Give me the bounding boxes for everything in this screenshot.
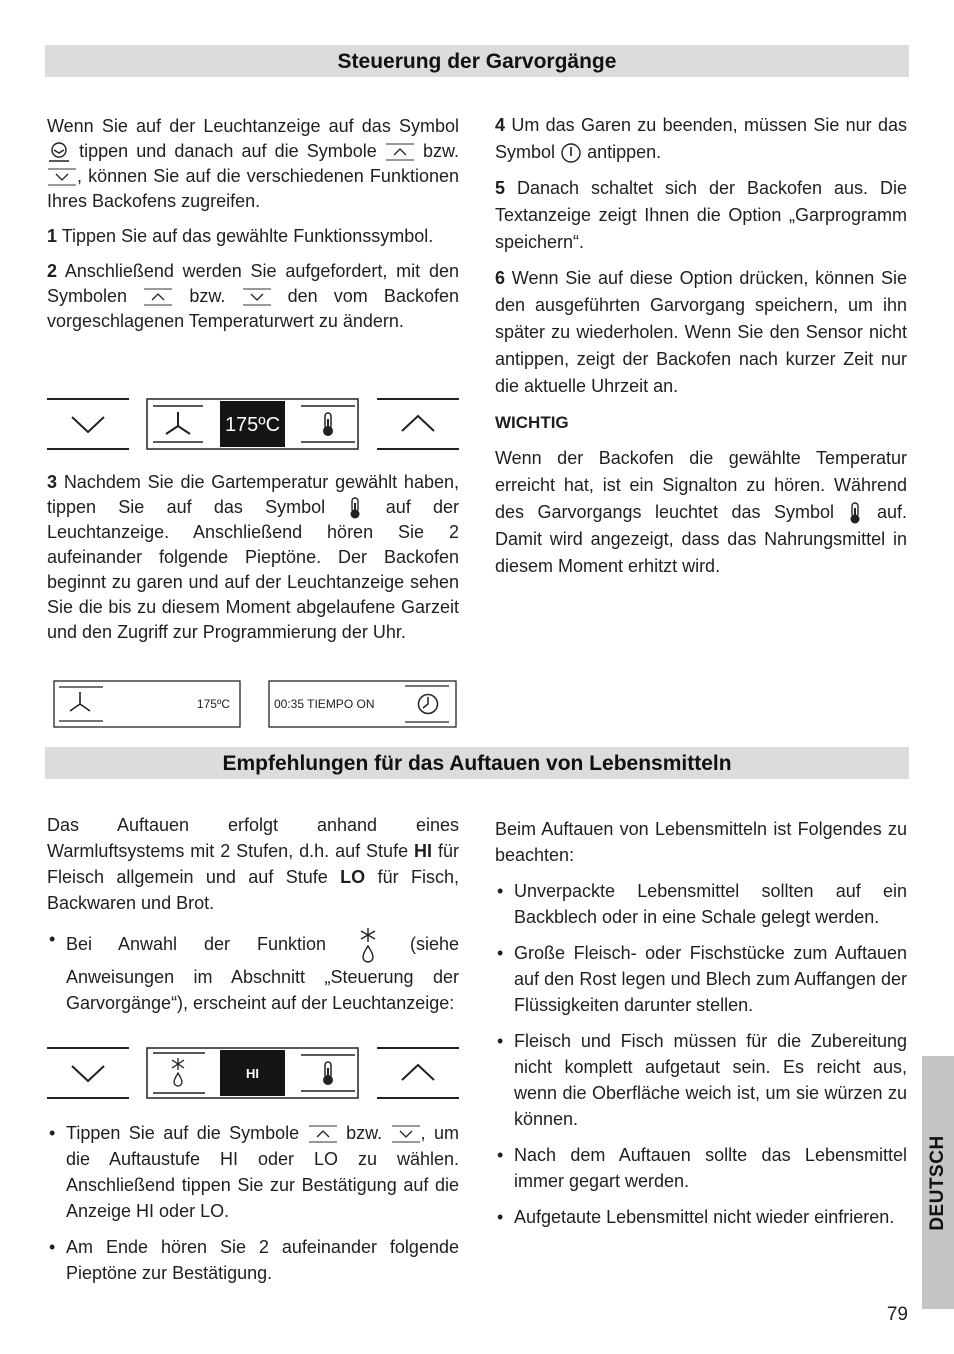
oven-menu-icon	[47, 141, 71, 163]
intro-paragraph: Wenn Sie auf der Leuchtanzeige auf das Symbol tippen und danach auf die Symbole bzw. , können Sie auf die verschiedenen Funktionen Ihres Backofens zugreifen.	[47, 116, 459, 211]
step-5: 5 Danach schaltet sich der Backofen aus. Die Textanzeige zeigt Ihnen die Option „Garprogramm speichern“.	[495, 178, 907, 252]
cooking-control-left-column	[47, 114, 459, 344]
temperature-status-panel	[54, 681, 240, 727]
important-paragraph: Wenn der Backofen die gewählte Temperatur erreicht hat, ist ein Signalton zu hören. Während des Garvorgangs leuchtet das Symbol auf. Damit wird angezeigt, dass das Nahrungsmittel in diesem Moment erhitzt wird.	[495, 448, 907, 576]
defrost-intro: Das Auftauen erfolgt anhand eines Warmluftsystems mit 2 Stufen, d.h. auf Stufe HI für Fleisch allgemein und auf Stufe LO für Fisch, Backwaren und Brot.	[47, 815, 459, 913]
chevron-down-button[interactable]	[47, 399, 129, 449]
status-time: 00:35 TIEMPO ON	[274, 697, 375, 711]
list-item: • Bei Anwahl der Funktion (siehe Anweisungen im Abschnitt „Steuerung der Garvorgänge“), erscheint auf der Leuchtanzeige:	[47, 926, 459, 1016]
chevron-down-icon	[391, 1124, 421, 1144]
chevron-up-icon	[143, 287, 173, 307]
thermometer-icon	[847, 501, 863, 525]
chevron-up-icon	[308, 1124, 338, 1144]
thermometer-icon	[347, 496, 363, 520]
chevron-up-icon	[385, 142, 415, 162]
defrosting-left-column	[47, 812, 459, 1026]
defrosting-right-column	[495, 816, 907, 1240]
control-panel-display	[47, 398, 459, 450]
defrost-notes-intro: Beim Auftauen von Lebensmitteln ist Folgendes zu beachten:	[495, 819, 907, 865]
language-side-tab	[922, 1056, 954, 1309]
chevron-up-button[interactable]	[377, 399, 459, 449]
defrost-steps-list-2	[47, 1120, 459, 1286]
section-title-cooking-control: Steuerung der Garvorgänge	[45, 45, 909, 77]
list-item: • Tippen Sie auf die Symbole bzw. , um die Auftaustufe HI oder LO zu wählen. Anschließend tippen Sie zur Bestätigung auf die Anzeige HI oder LO.	[47, 1120, 459, 1224]
chevron-down-icon	[242, 287, 272, 307]
list-item: • Nach dem Auftauen sollte das Lebensmittel immer gegart werden.	[495, 1142, 907, 1194]
chevron-down-icon	[47, 167, 77, 187]
defrost-steps-list-1	[47, 926, 459, 1016]
chevron-down-button[interactable]	[47, 1048, 129, 1098]
defrost-notes-list	[495, 878, 907, 1230]
status-temperature: 175ºC	[196, 697, 230, 711]
step-1: 1 Tippen Sie auf das gewählte Funktionssymbol.	[47, 226, 434, 246]
step-6: 6 Wenn Sie auf diese Option drücken, können Sie den ausgeführten Garvorgang speichern, um ihn später zu wiederholen. Wenn Sie den Sensor nicht antippen, zeigt der Backofen nach kurzer Zeit nur die aktuelle Uhrzeit an.	[495, 268, 907, 396]
section-title-defrosting: Empfehlungen für das Auftauen von Lebensmitteln	[45, 747, 909, 779]
temperature-value: 175ºC	[224, 414, 281, 436]
page-number: 79	[886, 1304, 908, 1325]
status-displays	[53, 680, 457, 728]
list-item: • Am Ende hören Sie 2 aufeinander folgende Pieptöne zur Bestätigung.	[47, 1234, 459, 1286]
language-label: DEUTSCH	[927, 1134, 948, 1231]
cooking-control-right-column	[495, 112, 907, 589]
list-item: • Große Fleisch- oder Fischstücke zum Auftauen auf den Rost legen und Blech zum Auffangen der Flüssigkeiten darunter stellen.	[495, 940, 907, 1018]
list-item: • Fleisch und Fisch müssen für die Zubereitung nicht komplett aufgetaut sein. Es reicht aus, wenn die Oberfläche weich ist, um sie würzen zu können.	[495, 1028, 907, 1132]
important-heading: WICHTIG	[495, 413, 569, 432]
list-item: • Unverpackte Lebensmittel sollten auf ein Backblech oder in eine Schale gelegt werden.	[495, 878, 907, 930]
list-item: • Aufgetaute Lebensmittel nicht wieder einfrieren.	[495, 1204, 907, 1230]
defrost-icon	[353, 926, 383, 964]
step-2: 2 Anschließend werden Sie aufgefordert, mit den Symbolen bzw. den vom Backofen vorgeschlagenen Temperaturwert zu ändern.	[47, 261, 460, 331]
step-3: 3 Nachdem Sie die Gartemperatur gewählt haben, tippen Sie auf das Symbol auf der Leuchtanzeige. Anschließend hören Sie 2 aufeinander folgende Pieptöne. Der Backofen beginnt zu garen und auf der Leuchtanzeige sehen Sie die bis zu diesem Moment abgelaufene Garzeit und den Zugriff zur Programmierung der Uhr.	[47, 472, 459, 643]
step-4: 4 Um das Garen zu beenden, müssen Sie nur das Symbol antippen.	[495, 112, 907, 166]
timer-status-panel	[269, 681, 456, 727]
power-icon	[560, 142, 582, 164]
defrost-level-value: HI	[246, 1066, 259, 1081]
defrost-control-panel-display	[47, 1047, 459, 1099]
defrost-steps-block	[47, 1120, 459, 1296]
chevron-up-button[interactable]	[377, 1048, 459, 1098]
step-3-block	[47, 470, 459, 655]
